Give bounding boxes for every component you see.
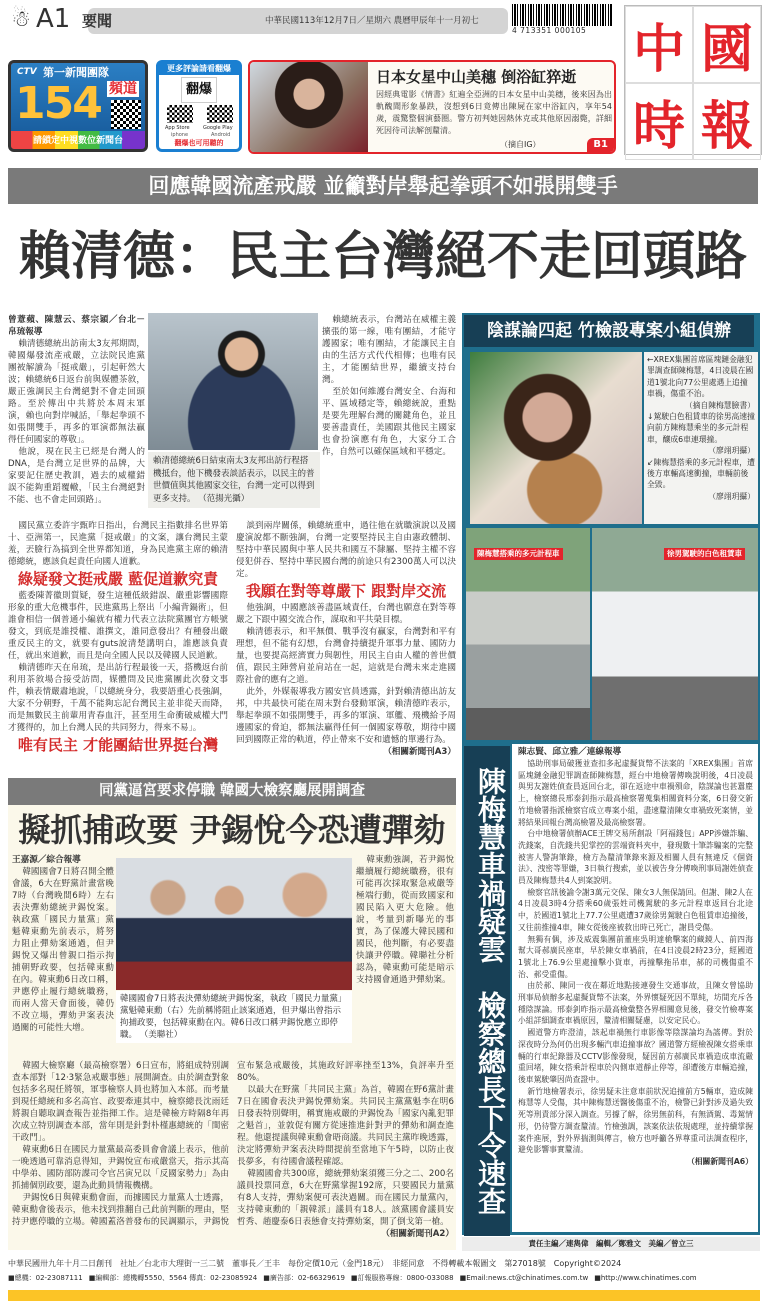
korea-lower-columns [12, 1060, 454, 1240]
paragraph: 談到兩岸關係，賴總統重申，過往他在就職演說以及國慶演說都不斷強調，台灣一定要堅持民主自由憲政體制、堅持中華民國與中華人民共和國互不隸屬、堅持主權不容侵犯併吞、堅持中華民國台灣的前途只有2300萬人可以決定。 [236, 521, 456, 579]
paragraph: 韓國大檢察廳（最高檢察署）6日宣布，將組成特別調查本部對「12·3緊急戒嚴事態」展開調查。由於調查對象包括多名現任將領，軍事檢察人員也將加入本部。而考量到現任總統和多名高官、政要牽連其中，檢察總長沈雨廷將親自聽取調查報告並指揮工作。這是韓檢方時隔8年再次成立特別調查本部，當年則是針對朴槿惠總統的「閨密干政門」。 [12, 1061, 229, 1143]
photo-credit: （美聯社） [139, 1030, 183, 1040]
caption-text: 賴清德總統6日結束南太3友邦出訪行程搭機抵台，他下機發表談話表示，以民主的普世價值與其他國家交往，台灣一定可以得到更多支持。 [153, 456, 315, 504]
paragraph: 國道警方昨澄清，該起車禍無行車影像等陰謀論均為謠傳。對於深夜時分為何仍出現多輛汽車追撞事故？國道警方經檢視陳女搭乘車輛的行車紀錄器及CCTV影像發現，疑因前方郝廣民車禍造成車流嚴重回堵，陳女搭乘計程車於內側車道靜止停等，卻遭後方車輛追撞，後車駕駛肇因尚查證中。 [518, 1028, 753, 1084]
photo-caption [148, 452, 320, 508]
app-listen-note: 翻爆也可用聽的 [174, 139, 224, 147]
paragraph: 他說，現在民主已經是台灣人的DNA，是台灣立足世界的品牌，大家要記住歷史教訓，過去的威權錯誤不能夠重蹈覆轍，「民主台灣絕對不能、也不會走回頭路」。 [8, 447, 145, 505]
contact-email: ■Email:news.ct@chinatimes.com.tw [459, 1274, 589, 1282]
sidebar-header: 陰謀論四起 竹檢設專案小組偵辦 [464, 315, 754, 347]
paragraph: 新竹地檢署表示，徐男疑未注意車前狀況追撞前方5輛車，造成陳梅慧等人受傷，其中陳梅慧送醫後傷重不治，檢警已針對涉及過失致死等刑責部分深入調查。另據了解，徐男無前科，有無酒駕、毒駕情形，仍待警方調查釐清。竹檢強調，該案依法依規處理，並持續掌握案件進展，對外界揣測與傳言，檢方也呼籲各界尊重司法調查程序，避免影響事實釐清。 [518, 1086, 753, 1155]
qr-code-icon [111, 100, 141, 129]
paragraph: 他強調，中國應該善盡區域責任，台灣也願意在對等尊嚴之下跟中國交流合作，謀取和平共榮目標。 [236, 603, 456, 625]
paragraph: 尹錫悅6日與韓東勳會面，而據國民力量黨人士透露，韓東勳會後表示，他未找到推翻自己此前判斷的理由，堅持尹應停職的立場。韓國蓋洛普發布的民調顯示，尹錫悅宣布緊急戒嚴後，其施政好評率挫至13%，負評率升至80%。 [12, 1061, 454, 1227]
paragraph: 韓東勳6日在國民力量黨最高委員會會議上表示，他前一晚透過可靠消息得知，尹錫悅宣布戒嚴當天，指示其高中學弟、國防部防諜司令官呂寅兄以「反國家勢力」為由抓捕個別政要，還為此動員情報機構。 [12, 1145, 229, 1191]
photo-credit: （廖翊玥攝） [708, 491, 755, 501]
related-news-ref: （相關新聞刊A3） [383, 747, 456, 757]
paragraph: 賴清德表示，和平無價、戰爭沒有贏家，台灣對和平有理想，但不能有幻想，台灣會持續提升軍事力量、國防力量，也要提高經濟實力與韌性，用民主自由人權的普世價值，跟民主陣營肩並肩站在一起，這就是台灣未來走進國際社會的應有之道。 [236, 627, 456, 685]
paragraph: 至於如何維護台灣安全、台海和平、區域穩定等，賴總統說，重點是要先理解台灣的關鍵角色，並且要善盡責任，美國跟其他民主國家也會扮演應有角色，大家分工合作，自然可以確保區域和平穩定。 [322, 387, 456, 457]
victim-photo [470, 352, 642, 524]
qr-code-icon [167, 105, 193, 123]
masthead-logo [624, 5, 762, 155]
paragraph: 韓東勳強調，若尹錫悅繼續履行總統職務，很有可能再次採取緊急戒嚴等極端行動，從而致國家和國民陷入更大危險。他說，考量到新曝光的事實，為了保護大韓民國和國民，他判斷，有必要盡快讓尹停職。韓聯社分析認為，韓東勳可能是暗示支持國會通過尹彈劾案。 [356, 855, 454, 985]
contact-info [8, 1273, 760, 1283]
byline: 陳志賢、邱立雅／連線報導 [518, 747, 622, 757]
app-logo: 翻爆 [181, 77, 217, 103]
masthead-char: 中 [625, 6, 693, 83]
barcode-icon [512, 4, 612, 26]
ctv-logo: CTV [17, 67, 37, 77]
caption-text: ←XREX集團首席區塊鏈金融犯罪調查師陳梅慧，4日凌晨在國道1號北向77公里處遇上追撞車禍，傷重不治。 [647, 355, 754, 399]
ctv-channel-ad [8, 60, 148, 152]
teaser-title: 日本女星中山美穗 倒浴缸猝逝 [376, 68, 577, 86]
page-reference-tag: B1 [587, 138, 614, 152]
paragraph: 韓國國會7日將召開全體會議，6大在野黨計畫當晚7時（台灣晚間6時）左右表決彈劾總統尹錫悅案。執政黨「國民力量黨」黨魁韓東勳先前表示，將努力阻止彈劾案通過，但尹錫悅又爆出曾親口指示拘捕朝野政要，包括韓東勳在內。韓東勳6日改口稱，尹應停止履行總統職務，而兩人當天會面後，韓仍不改立場，彈劾尹案表決過關的可能性大增。 [12, 867, 114, 1033]
paragraph: 此外，外媒報導我方國安官員透露，針對賴清德出訪友邦，中共最快可能在周末對台發動軍演，賴清德昨表示，舉起拳頭不如張開雙手，再多的軍演、軍艦、飛機給予周邊國家的脅迫，都無法贏得任何一個國家尊敬，期待中國回到國際正常的軌道，停止帶來不安和遺憾的單邊行為。 [236, 687, 456, 745]
paragraph: 賴總統表示，台灣站在威權主義擴張的第一線，唯有團結，才能守護國家；唯有團結，才能讓民主自由的生活方式代代相傳；也唯有民主，才能團結世界，繼續支持台灣。 [322, 315, 456, 385]
mascot-icon: ☃ [11, 7, 31, 32]
paragraph: 由於郝、陳同一夜在鄰近地點接連發生交通事故，且陳女曾協助刑事局偵辦多起虛擬貨幣不法案，外界懷疑死因不單純，坊間充斥各種陰謀論。邢泰釗昨指示最高檢彙整各界相關意見後，發交竹檢專案小組詳細調查車禍原因，釐清相關疑慮，以安定民心。 [518, 981, 753, 1026]
lead-kicker: 回應韓國流產戒嚴 並籲對岸舉起拳頭不如張開雙手 [8, 168, 758, 204]
editorial-credits: 責任主編／連雋偉 編輯／鄭雅文 美編／曾立三 [462, 1237, 760, 1251]
photo-caption [116, 991, 352, 1043]
contact-editorial: ■編輯部：總機轉5550、5564 傳真：02-23085924 [88, 1274, 258, 1282]
platform-label: Android [211, 132, 231, 138]
paragraph: 協助刑事局破獲並查扣多起虛擬貨幣不法案的「XREX集團」首席區塊鏈金融犯罪調查師陳梅慧，經台中地檢署傳喚說明後，4日凌晨與男友謝姓偵查員返回台北，卻在返途中車禍殞命，陰謀論也甚囂塵上，檢察總長邢泰釗指示最高檢察署蒐集相關資料分案，6日發交新竹地檢署指派檢察官成立專案小組，盡速釐清陳女車禍致死案情，並將結果回報台灣高檢署及最高檢察署。 [518, 759, 753, 827]
photo-captions [644, 352, 758, 524]
barcode-number: 4 713351 000105 [512, 26, 612, 35]
app-ad [156, 60, 242, 152]
paragraph: 賴清德昨天在帛琉，是出訪行程最後一天，搭機返台前利用茶敘場合接受訪問，媒體問及民進黨團此次發文事件，賴表情嚴肅地說，「以總統身分，我要語重心長強調，大家不分朝野，千萬不能夠忘記台灣民主並非從天而降，而是無數民主前輩用青春血汗，甚至用生命衝破威權大門才獲得的，加上台灣人民的共同努力，得來不易」。 [8, 663, 228, 733]
contact-ads: ■廣告部：02-66329619 [263, 1274, 345, 1282]
caption-text: 韓國國會7日將表決彈劾總統尹錫悅案，執政「國民力量黨」黨魁韓東勳（右）先前稱將阻止該案通過，但尹爆出曾指示拘捕政要，包括韓東勳在內。韓6日改口稱尹錫悅應立即停職。 [120, 994, 347, 1040]
korea-parliament-photo [116, 858, 352, 990]
contact-phone: ■總機：02-23087111 [8, 1274, 83, 1282]
masthead-char: 國 [693, 6, 761, 83]
teaser-text: 因經典電影《情書》紅遍全亞洲的日本女星中山美穗，後來因為出軌醜聞形象暴跌，沒想到6日竟傳出陳屍在家中浴缸內，享年54歲，震驚整個演藝圈。警方初判她因熱休克或其他原因溺斃，詳細死因待司法解剖釐清。 [376, 90, 612, 135]
masthead-char: 時 [625, 83, 693, 160]
caption-text: ↓駕駛白色租賃車的徐男高速撞向前方陳梅慧乘坐的多元計程車，釀成6車連環撞。 [647, 412, 755, 444]
teaser-credit: （摘自IG） [500, 140, 541, 149]
channel-label: 頻道 [109, 81, 137, 97]
paragraph: 韓國國會共300席，總統彈劾案須獲三分之二、200名議員投票同意，6大在野黨掌握192席，只要國民力量黨有8人支持，彈劾案便可表決過關。而在國民力量黨內，支持韓東勳的「親韓派」議員有18人。該黨國會議員安哲秀、趙慶泰6日表態會支持彈劾案，開了倒戈第一槍。 [237, 1169, 454, 1227]
qr-code-icon [207, 105, 233, 123]
paragraph: 藍委陳菁徽則質疑，發生這種低級錯誤、嚴重影響國際形象的重大危機事件，民進黨馬上祭出「小編背鍋術」，但誰會相信一個普通小編就有權力代表立法院黨團官方帳號發文，到底是誰授權、誰撰文，誰同意發出？有種發出嚴重反民主的文，就要有guts說清楚講明白，誰應該負責任，就出來道歉，而且是向全國人民以及韓國人民道歉。 [8, 591, 228, 661]
section-name: 要聞 [82, 12, 113, 30]
subheading: 綠疑發文挺戒嚴 藍促道歉究責 [17, 570, 219, 588]
lead-headline: 賴清德：民主台灣絕不走回頭路 [18, 227, 747, 287]
issue-date: 中華民國113年12月7日／星期六 農曆甲辰年十一月初七 [265, 16, 479, 26]
channel-number: 154 [15, 78, 101, 129]
google-play-badge: Google Play [203, 125, 233, 131]
lai-ching-te-photo [148, 313, 318, 450]
sidebar-vertical-headline: 陳梅慧車禍疑雲 檢察總長下令速查 [464, 746, 510, 1236]
footer-color-bar [8, 1290, 760, 1301]
byline: 王嘉源／綜合報導 [12, 855, 81, 865]
photo-label: 陳梅慧搭乘的多元計程車 [474, 548, 563, 560]
contact-website: ■http://www.chinatimes.com [594, 1274, 697, 1282]
paragraph: 賴清德總統出訪南太3友邦期間，韓國爆發流產戒嚴，立法院民進黨團被解讀為「挺戒嚴」，引起軒然大波；賴總統6日返台前與媒體茶敘，嚴正強調民主台灣絕對不會走回頭路。至於傳出中共將於本周末軍演，賴也向對岸喊話，「舉起拳頭不如張開雙手，再多的軍演都無法贏得任何國家的尊敬」。 [8, 339, 145, 445]
korea-column-2 [356, 854, 454, 986]
page-number: A1 [36, 4, 71, 34]
paragraph: 以最大在野黨「共同民主黨」為首，韓國在野6黨計畫7日在國會表決尹錫悅彈劾案。共同民主黨黨魁李在明6日發表特別聲明，稱實施戒嚴的尹錫悅為「國家內亂犯罪之魁首」，並敦促有關方從速推進針對尹的彈劾和調查進程。他還提議與韓東勳會晤商議。共同民主黨昨晚透露，決定將彈劾尹案表決時間提前至當地下午5時，以防止夜長夢多，有待國會議程確認。 [237, 1085, 454, 1167]
paragraph: 無獨有偶，涉及威震集團前董座吳明達槍擊案的藏鏡人、前四海幫大哥郝廣民座車，早於陳女車禍前，在4日凌晨2時23分，經國道1號北上76.9公里處撞擊小貨車，再撞擊拖吊車，郝的司機傷重不治、郝受重傷。 [518, 934, 753, 979]
masthead-char: 報 [693, 83, 761, 160]
subheading: 我願在對等尊嚴下 跟對岸交流 [245, 582, 447, 600]
paragraph: 台中地檢署偵辦ACE王牌交易所創設「阿福錢包」APP涉嫌詐騙、洗錢案，自洗錢共犯掌控的雲端資料夾中，發現數十筆詐騙案的完整被害人警詢筆錄，檢方為釐清筆錄來源及相關人員有無違反《個資法》、洩密等罪嫌，3日執行搜索，並以被告身分傳喚刑事局謝姓偵查員及陳梅慧共4人到案說明。 [518, 829, 753, 886]
related-news-ref: （相關新聞刊A6） [686, 1156, 753, 1166]
paragraph: 國民黨立委許宇甄昨日指出，台灣民主指數排名世界第十、亞洲第一，民進黨「挺戒嚴」的文案，讓台灣民主蒙羞，丟臉行為搞到全世界都知道，身為民進黨主席的賴清德總統，應該負起責任向國人道歉。 [8, 521, 228, 567]
publisher-info: 中華民國卅九年十月二日創刊 社址／台北市大理街一三二號 董事長／王丰 每份定價10元（金門18元） 非經同意 不得轉載本報圖文 第27018號 Copyright©2024 [8, 1259, 622, 1268]
related-news-ref: （相關新聞刊A2） [381, 1229, 454, 1239]
teaser-photo [250, 62, 368, 154]
contact-subscription: ■訂報服務專線：0800-033088 [350, 1274, 454, 1282]
ctv-call-to-action: 請鎖定中視數位新聞台 [32, 136, 123, 146]
korea-column-1 [12, 854, 114, 1034]
ctv-team: 第一新聞團隊 [43, 66, 109, 79]
paragraph: 檢察官訊後諭令謝3萬元交保、陳女3人無保請回。但謝、陳2人在4日凌晨3時4分搭乘60歲張姓司機駕駛的多元計程車返回台北途中，於國道1號北上77.7公里處遭37歲徐男駕駛白色租賃車追撞後，又往前推撞4車，陳女從後座被救出時已死亡，謝員受傷。 [518, 887, 753, 932]
korea-kicker: 同黨逼宮要求停職 韓國大檢察廳展開調查 [8, 778, 456, 805]
photo-credit: （摘自陳梅慧臉書） [684, 400, 755, 410]
lead-lower-columns [8, 520, 456, 758]
app-ad-title: 更多評論請看翻爆 [159, 63, 239, 75]
lead-column-1 [8, 314, 145, 506]
lead-column-2 [322, 314, 456, 458]
byline: 曾薏蘋、陳慧云、蔡宗穎／台北－帛琉報導 [8, 315, 145, 337]
photo-credit: （廖翊玥攝） [708, 446, 755, 456]
photo-credit: （范揚光攝） [198, 493, 250, 504]
korea-headline: 擬抓捕政要 尹錫悅今恐遭彈劾 [18, 811, 446, 849]
sidebar-article [512, 744, 758, 1232]
caption-text: ↙陳梅慧搭乘的多元計程車，遭後方車輛高速衝撞，車輛前後全毀。 [647, 457, 755, 490]
app-store-badge: App Store [165, 125, 190, 131]
entertainment-teaser [248, 60, 616, 154]
subheading: 唯有民主 才能團結世界挺台灣 [17, 736, 219, 754]
platform-label: iphone [171, 132, 189, 138]
photo-label: 徐男駕駛的白色租賃車 [664, 548, 745, 560]
